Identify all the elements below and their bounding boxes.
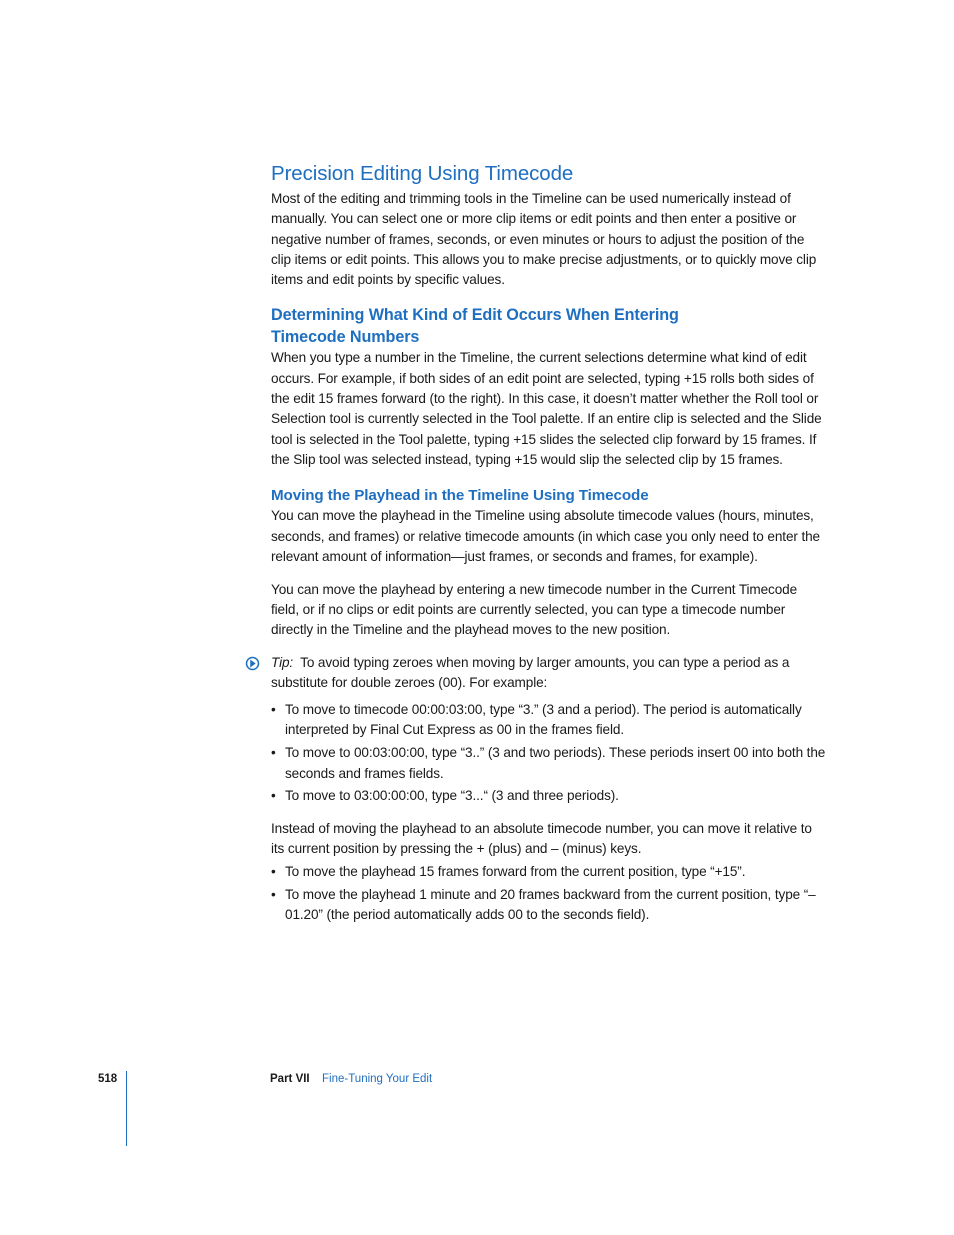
determining-edit-paragraph: When you type a number in the Timeline, the current selections determine what kind of edit occurs. For example, if both sides of an edit point are selected, typing +15 rolls both sides of the edit 15 frames forward (to the right). In this case, it doesn’t matter whether the Roll tool or Selection tool is currently selected in the Tool palette. If an entire clip is selected and the Slide tool is selected in the Tool palette, typing +15 slides the selected clip forward by 15 frames. If the Slip tool was selected instead, typing +15 would slip the selected clip by 15 frames.	[271, 350, 822, 467]
tip-block	[271, 653, 827, 694]
relative-move-list	[271, 862, 827, 926]
list-item: • To move the playhead 1 minute and 20 frames backward from the current position, type “–01.20” (the period automatically adds 00 to the seconds field).	[271, 887, 816, 923]
tip-label: Tip:	[271, 655, 294, 671]
list-item: • To move to 03:00:00:00, type “3...“ (3 and three periods).	[271, 786, 827, 806]
playhead-paragraph-1: You can move the playhead in the Timeline using absolute timecode values (hours, minutes, seconds, and frames) or relative timecode amounts (in which case you only need to enter the relevant amount of information—just frames, or seconds and frames, for example).	[271, 508, 820, 564]
playhead-paragraph-2: You can move the playhead by entering a new timecode number in the Current Timecode field, or if no clips or edit points are currently selected, you can type a timecode number directly in the Timeline and the playhead moves to the new position.	[271, 581, 798, 638]
bullet-icon: •	[271, 887, 276, 903]
bullet-icon: •	[271, 745, 276, 761]
footer-part-label: Part VII	[270, 1073, 310, 1085]
page-number: 518	[98, 1073, 118, 1085]
bullet-icon: •	[271, 788, 276, 804]
list-item: • To move to 00:03:00:00, type “3..” (3 and two periods). These periods insert 00 into both the seconds and frames fields.	[271, 745, 826, 781]
list-item: • To move the playhead 15 frames forward from the current position, type “+15”.	[271, 862, 827, 882]
relative-move-paragraph: Instead of moving the playhead to an absolute timecode number, you can move it relative to its current position by pressing the + (plus) and – (minus) keys.	[271, 820, 812, 856]
footer-chapter-link[interactable]: Fine-Tuning Your Edit	[322, 1073, 433, 1085]
list-item: • To move to timecode 00:00:03:00, type “3.” (3 and a period). The period is automatically interpreted by Final Cut Express as 00 in the frames field.	[271, 702, 802, 738]
page-content	[271, 160, 827, 926]
heading-line-1: Determining What Kind of Edit Occurs When Entering	[271, 306, 679, 325]
tip-arrow-icon	[245, 656, 260, 671]
timecode-period-list	[271, 700, 827, 806]
subsection-heading-determining-edit	[271, 304, 827, 348]
footer-divider	[126, 1071, 127, 1146]
intro-paragraph: Most of the editing and trimming tools in the Timeline can be used numerically instead of manually. You can select one or more clip items or edit points and then enter a positive or negative number of frames, seconds, or even minutes or hours to adjust the position of the clip items or edit points. This allows you to make precise adjustments, or to quickly move clip items and edit points by specific values.	[271, 191, 817, 288]
tip-text: To avoid typing zeroes when moving by larger amounts, you can type a period as a substitute for double zeroes (00). For example:	[271, 655, 790, 691]
tip-paragraph	[271, 653, 827, 694]
bullet-icon: •	[271, 702, 276, 718]
bullet-icon: •	[271, 863, 276, 879]
heading-line-2: Timecode Numbers	[271, 328, 420, 347]
section-heading-precision-editing: Precision Editing Using Timecode	[271, 162, 574, 185]
subsection-heading-moving-playhead: Moving the Playhead in the Timeline Using Timecode	[271, 487, 649, 505]
